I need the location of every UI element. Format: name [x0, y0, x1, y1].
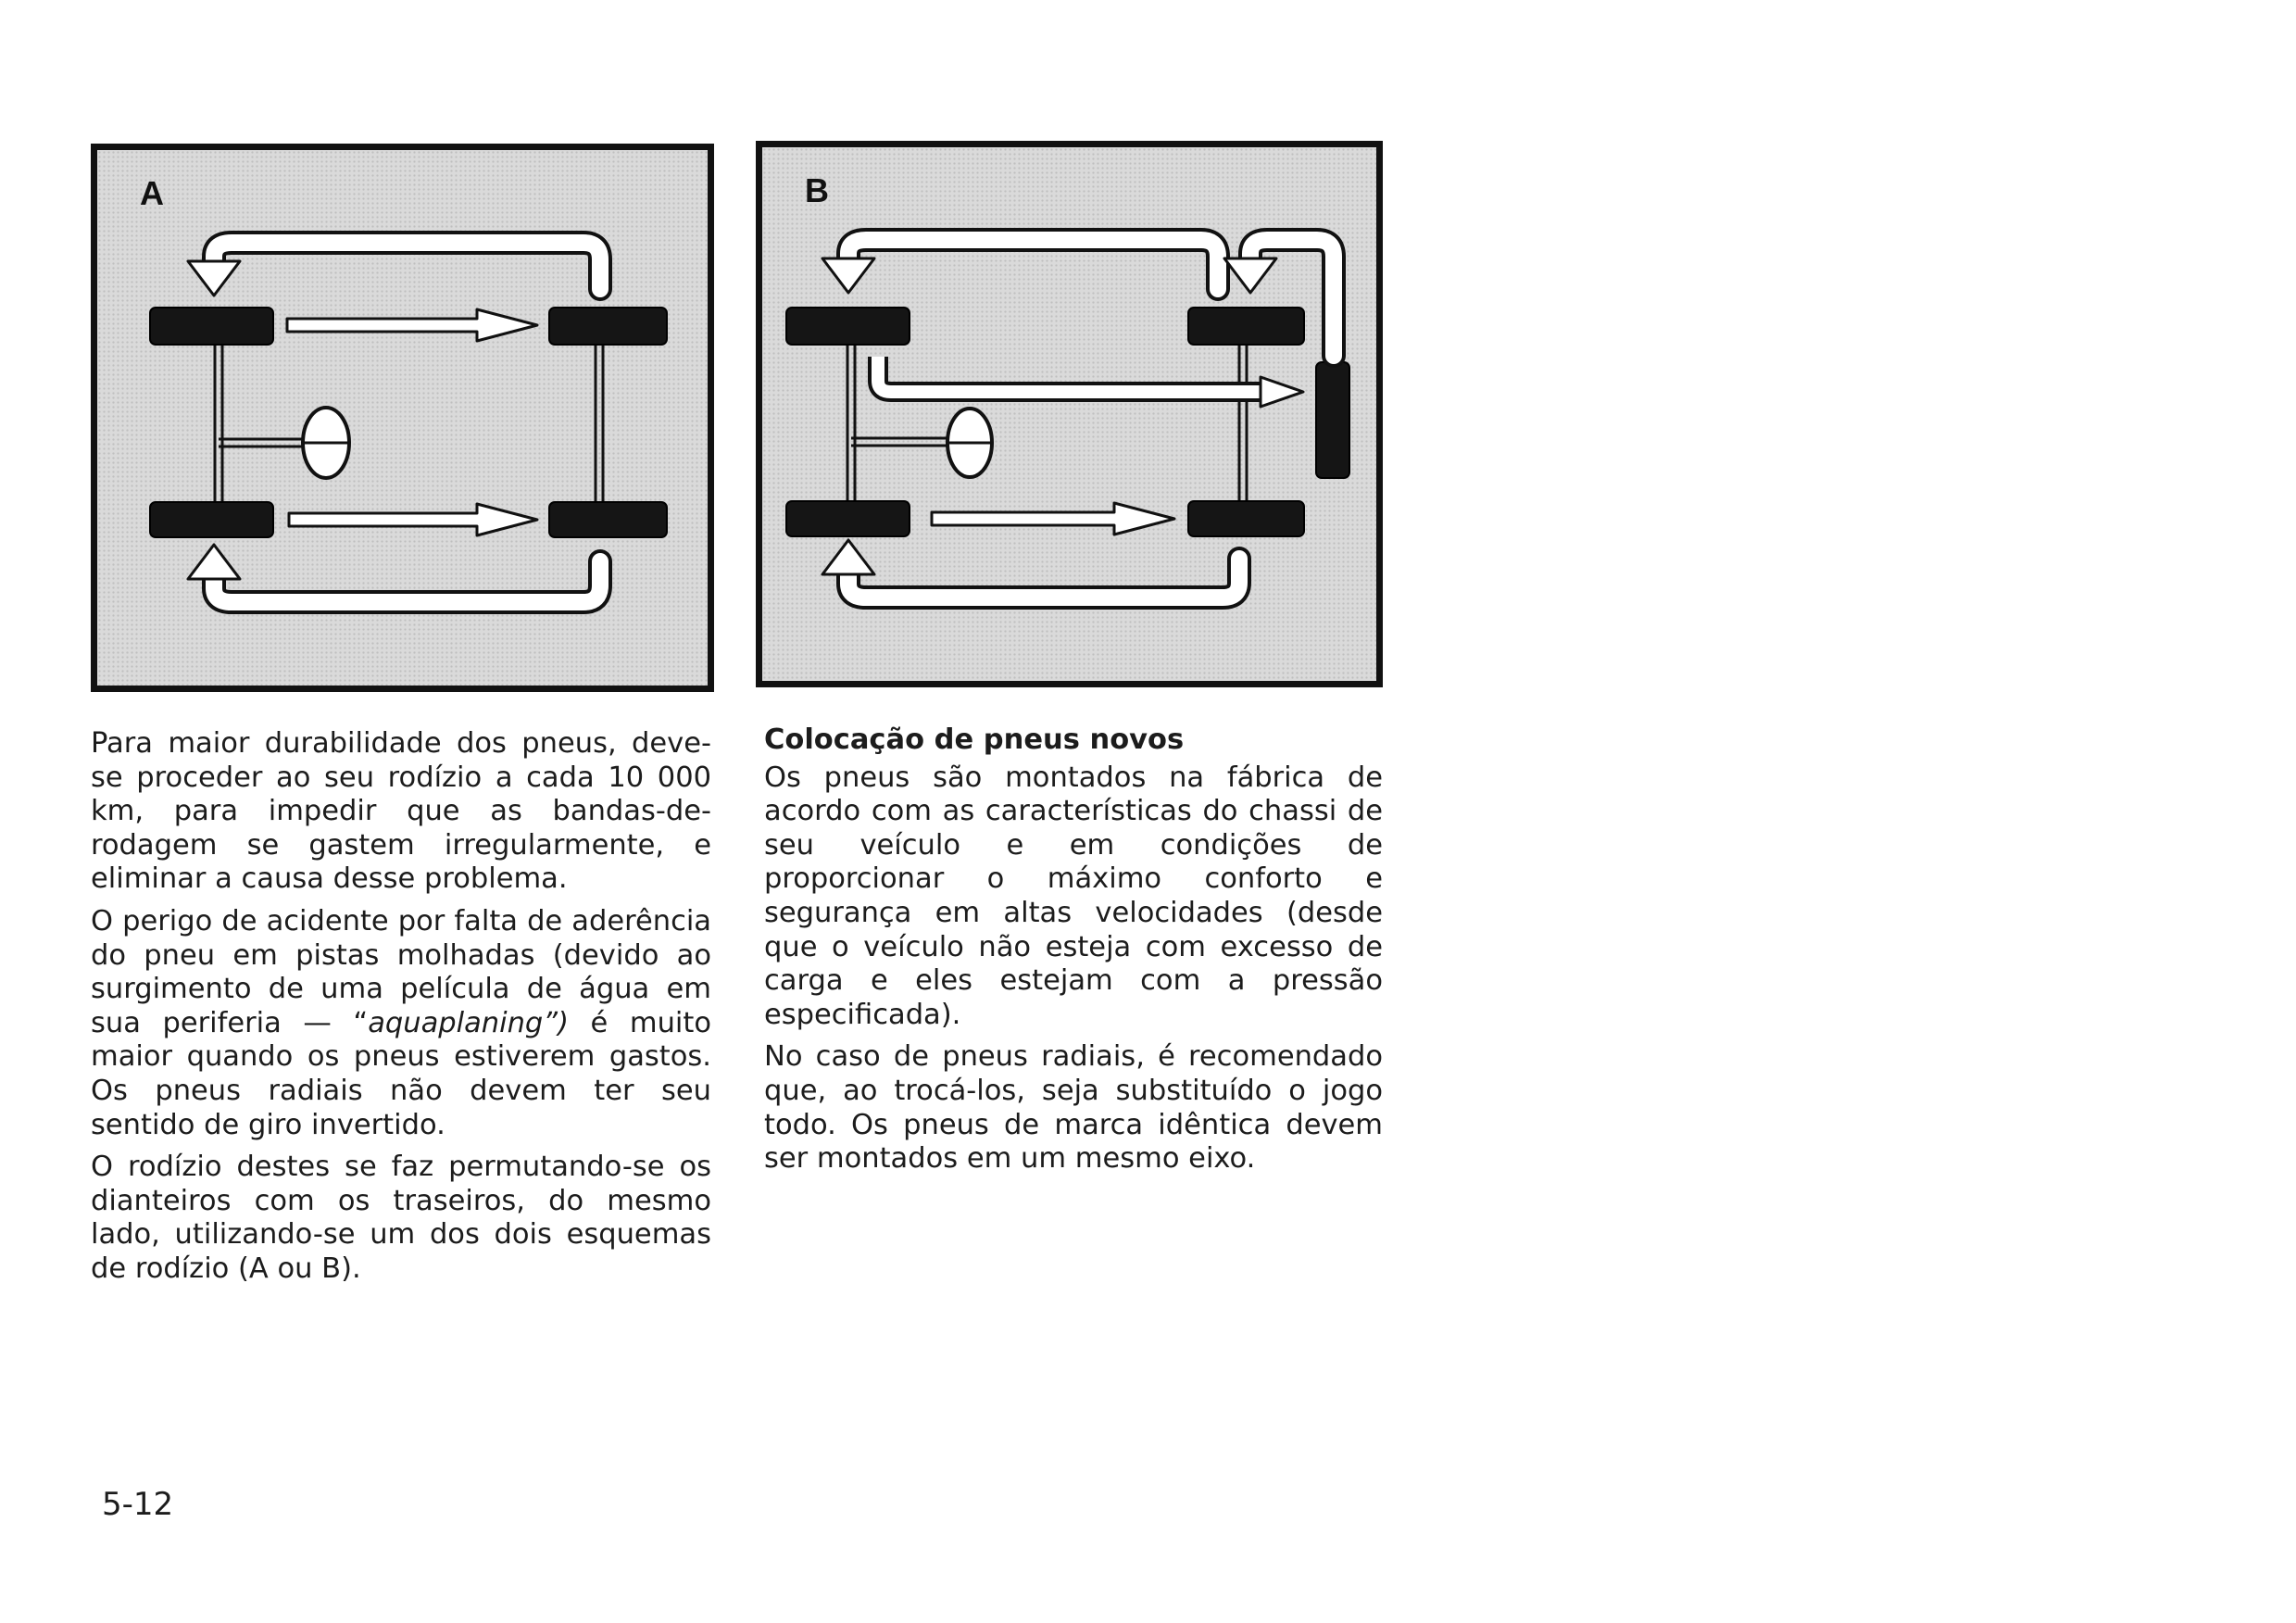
- tire-front-right: [549, 308, 667, 345]
- tire-spare: [1316, 362, 1349, 478]
- paragraph-radial-tires: No caso de pneus radiais, é recomendado que, ao trocá-los, seja substituído o jogo todo. Os pneus de marca idêntica devem ser montados em um mesmo eixo.: [764, 1040, 1383, 1176]
- loop-arrows: [214, 243, 600, 602]
- arrow-head-spare-to-front-right: [1224, 258, 1276, 293]
- paragraph-factory-fitting: Os pneus são montados na fábrica de acordo com as características do chassi de seu veículo e em condições de proporcionar o máximo conforto e segurança em altas velocidades (desde que o veículo não esteja com excesso de carga e eles estejam com a pressão especificada).: [764, 761, 1383, 1031]
- diagram-b-drawing: [762, 147, 1376, 681]
- diagram-a-label: A: [140, 174, 164, 212]
- arrow-head-front-loop: [822, 258, 874, 293]
- paragraph-aquaplaning: [91, 905, 711, 1142]
- diagram-b-label: B: [805, 171, 829, 209]
- paragraph-rotation-interval: Para maior durabilidade dos pneus, deve-se proceder ao seu rodízio a cada 10 000 km, para impedir que as bandas-de-rodagem se gastem irregularmente, e eliminar a causa desse problema.: [91, 727, 711, 896]
- paragraph-aquaplaning-text-end: é muito maior quando os pneus estiverem gastos. Os pneus radiais não devem ter seu sentido de giro invertido.: [91, 1006, 711, 1141]
- tire-rear-right: [1188, 501, 1304, 536]
- section-heading-new-tires: Colocação de pneus novos: [764, 723, 1185, 756]
- right-text-column: [764, 723, 1383, 1185]
- tire-front-right: [1188, 308, 1304, 345]
- tire-rear-right: [549, 502, 667, 537]
- tire-rear-left: [786, 501, 910, 536]
- tires: [150, 308, 667, 537]
- aquaplaning-term: aquaplaning”): [368, 1006, 569, 1039]
- paragraph-aquaplaning-text: O perigo de acidente por falta de aderência do pneu em pistas molhadas (devido ao surgimento de uma película de água em sua periferia — “: [91, 904, 711, 1039]
- tire-rear-left: [150, 502, 273, 537]
- tire-front-left: [150, 308, 273, 345]
- left-text-column: [91, 727, 711, 1295]
- arrow-head-front-loop: [188, 261, 240, 296]
- tires: [786, 308, 1349, 536]
- page-number: 5-12: [102, 1486, 174, 1523]
- rotation-diagram-b: [756, 141, 1383, 687]
- arrow-rear-left-to-right: [289, 504, 537, 535]
- arrow-head-to-spare: [1261, 377, 1303, 407]
- arrow-head-rear-loop: [188, 545, 240, 579]
- diagram-a-drawing: [97, 150, 708, 686]
- tire-front-left: [786, 308, 910, 345]
- rotation-diagram-a: [91, 144, 714, 692]
- paragraph-rotation-method: O rodízio destes se faz permutando-se os dianteiros com os traseiros, do mesmo lado, utilizando-se um dos dois esquemas de rodízio (A ou B).: [91, 1151, 711, 1285]
- arrow-front-left-to-right: [287, 309, 537, 341]
- arrow-rear-left-to-right: [932, 503, 1174, 535]
- arrow-head-rear-loop: [822, 540, 874, 574]
